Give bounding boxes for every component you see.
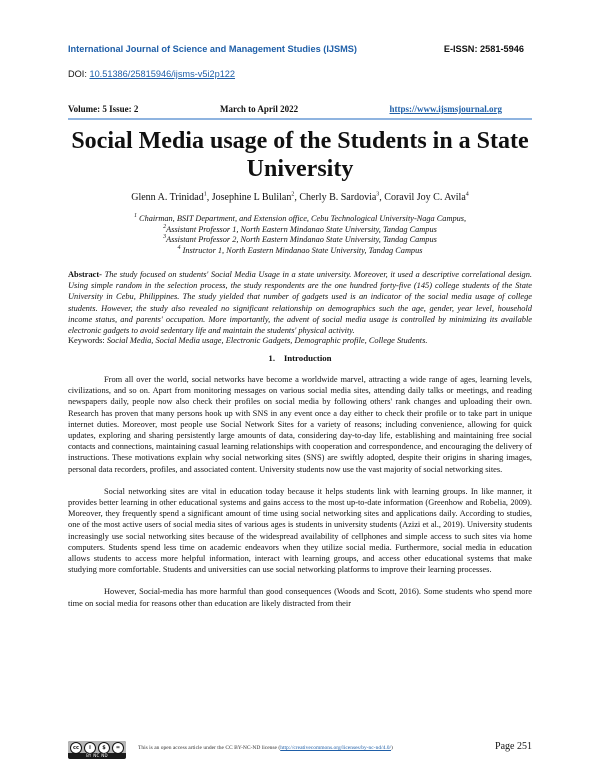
paragraph: However, Social-media has more harmful than good consequences (Woods and Scott, 2016). Some students who spend more time on social media for reasons other than education are likely distracted from their — [68, 587, 532, 608]
keywords-label: Keywords: — [68, 336, 105, 345]
keywords — [68, 336, 532, 345]
paragraph: From all over the world, social networks have become a worldwide marvel, attracting a wide range of ages, learning levels, civilizations, and so on. Apart from monitoring messages on various social media sites, attending daily talks or meetings, and reading newspapers daily, people now also check their profiles on social media by following others' rank changes and uploading their own. Research has proven that many persons hook up with SNS in any event once a day either to check their profile or to take part in unique internet duties. Moreover, most people use Social Network Sites for a variety of reasons; including convenience, allowing for quick updates, exploring and sharing persistently large amounts of data, considering day-to-day life, establishing and maintaining free social contacts and connections, maintaining casual learning relationships with cooperation and correspondence, and encouraging the delivery of instructions. These motivations explain why social networking sites (SNS) are swiftly adopted, despite their origins in sharing images, personal data recorders, profiles, and associated content. University students now use the vast majority of social networking sites. — [68, 375, 532, 474]
journal-website-link[interactable]: https://www.ijsmsjournal.org — [389, 104, 502, 114]
license-text: This is an open access article under the CC BY-NC-ND license — [138, 745, 277, 751]
header-divider — [68, 118, 532, 120]
abstract — [68, 269, 532, 336]
affiliation: $^3$Assistant Professor 2, North Eastern Mindanao State University, Tandag Campus — [163, 234, 437, 244]
issue-line — [68, 104, 532, 118]
eissn: E-ISSN: 2581-5946 — [443, 44, 524, 54]
noncommercial-icon: $ — [98, 742, 110, 754]
page-footer — [68, 741, 532, 765]
cc-license-badge[interactable] — [68, 741, 126, 759]
doi-label: DOI: — [68, 69, 87, 79]
affiliation: $^1$ Chairman, BSIT Department, and Extension office, Cebu Technological University-Naga Campus, — [133, 213, 467, 223]
affiliations — [70, 214, 530, 256]
paper-title: Social Media usage of the Students in a State University — [71, 128, 529, 182]
cc-badge-band: BY NC ND — [86, 753, 108, 758]
journal-name[interactable]: International Journal of Science and Management Studies (IJSMS) — [68, 44, 357, 54]
issue-date: March to April 2022 — [220, 104, 299, 114]
author: Josephine L Bulilan$^2$, — [211, 191, 300, 203]
paragraph: Social networking sites are vital in education today because it helps students link with learning groups. In like manner, it provides better learning in other educational systems and gains access to the most up-to-date information (Greenhow and Robelia, 2009). Moreover, they frequently spend a significant amount of time using social networking sites and applications daily. According to studies, one of the most active users of social media sites of various ages is students in university students (Azizi et al., 2019). University students increasingly use social networking sites because of the widespread availability of cellphones and simple access to such sites via home computers. Students spend less time on academic endeavors when they utilize social media. Furthermore, social media in education allows students to access more helpful information, interact with learning groups, and access other educational systems that make studying more comfortable. Students and universities can use social networking platforms to improve their learning processes. — [68, 486, 532, 575]
abstract-text: The study focused on students' Social Media Usage in a state university. Moreover, it used a descriptive correlational design. Using simple random in the selection process, the study respondents are the one hundred forty-five (145) college students of the State University in Cebu, Philippines. The study yielded that number of gadgets used is an indicator of the social media usage of college students. However, the study also revealed no significant relationship on demographics such the age, gender, year level, household income status, and parents' occupation. More importantly, the advent of social media usage is controlled by minimizing its available electronic gadgets to avoid sedentary life and maintain the students' physical activity. — [68, 270, 533, 336]
doi-line — [68, 69, 235, 79]
section-heading: 1. Introduction — [268, 353, 332, 363]
author-list — [60, 192, 540, 203]
affiliation: $^2$Assistant Professor 1, North Eastern Mindanao State University, Tandag Campus — [163, 223, 437, 234]
abstract-label: Abstract- — [68, 270, 102, 279]
page-number: Page 251 — [495, 741, 532, 752]
author: Cherly B. Sardovia$^3$, — [299, 191, 385, 203]
author: Coravil Joy C. Avila$^4$ — [384, 191, 469, 203]
license-link[interactable]: http://creativecommons.org/licenses/by-nc-nd/4.0/ — [280, 745, 392, 751]
author: Glenn A. Trinidad$^1$, — [131, 191, 212, 203]
running-header — [68, 44, 532, 58]
noderivatives-icon: = — [112, 742, 124, 754]
attribution-icon: i — [84, 742, 96, 754]
license-notice: This is an open access article under the CC BY-NC-ND license (http://creativecommons.org/licenses/by-nc-nd/4.0/) — [138, 745, 393, 751]
body-text — [68, 374, 532, 620]
doi-link[interactable]: 10.51386/25815946/ijsms-v5i2p122 — [89, 69, 236, 79]
keywords-text: Social Media, Social Media usage, Electronic Gadgets, Demographic profile, College Students. — [106, 336, 428, 345]
cc-logo-icon: cc — [70, 742, 82, 754]
volume-issue: Volume: 5 Issue: 2 — [68, 104, 139, 114]
affiliation: $^4$ Instructor 1, North Eastern Mindanao State University, Tandag Campus — [177, 244, 423, 255]
